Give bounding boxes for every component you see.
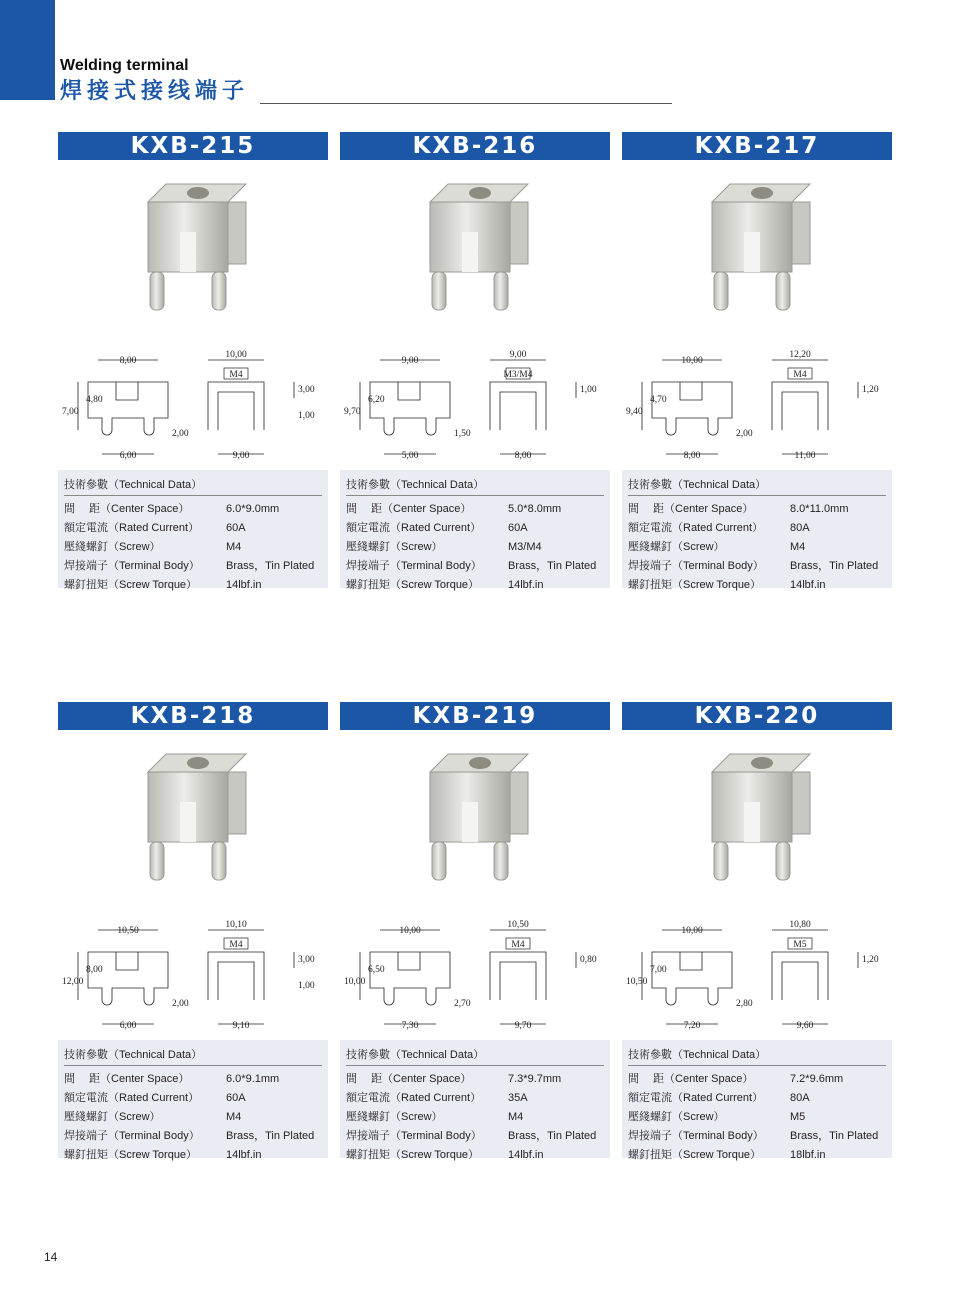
- dim-width: 10,00: [681, 926, 703, 936]
- spec-value: Brass，Tin Plated: [790, 560, 879, 572]
- dim-pin-space: 9,10: [232, 1021, 250, 1031]
- spec-row-screw: [346, 538, 604, 557]
- dim-inner-height: 4,70: [650, 395, 667, 405]
- spec-value: M4: [226, 1111, 242, 1123]
- dim-inner-height: 4,80: [86, 395, 103, 405]
- technical-drawing: [58, 900, 328, 1040]
- spec-value: 14lbf.in: [226, 1149, 262, 1161]
- spec-row-terminal-body: [628, 1127, 886, 1146]
- dim-height: 10,00: [344, 977, 366, 987]
- terminal-photo-illustration: [390, 172, 560, 322]
- product-photo: [622, 730, 892, 900]
- spec-label: 額定電流（Rated Current）: [628, 1092, 764, 1104]
- spec-label: 額定電流（Rated Current）: [64, 1092, 200, 1104]
- spec-row-terminal-body: [64, 1127, 322, 1146]
- product-card-kxb-215: [58, 132, 328, 591]
- dim-height: 9,40: [626, 407, 643, 417]
- spec-value: 35A: [508, 1092, 528, 1104]
- model-banner: KXB-216: [340, 132, 610, 160]
- spec-value: 14lbf.in: [508, 1149, 544, 1161]
- spec-label: 焊接端子（Terminal Body）: [628, 1130, 764, 1142]
- spec-row-terminal-body: [346, 557, 604, 576]
- product-photo: [58, 730, 328, 900]
- spec-row-rated-current: [64, 519, 322, 538]
- technical-data-title: 技術參數（Technical Data）: [628, 1044, 886, 1066]
- spec-row-center-space: [628, 500, 886, 519]
- spec-row-center-space: [64, 500, 322, 519]
- technical-data-table: [340, 470, 610, 591]
- spec-label: 間 距（Center Space）: [346, 503, 472, 515]
- spec-value: 18lbf.in: [790, 1149, 826, 1161]
- technical-data-table: [622, 470, 892, 591]
- header-rule: [260, 103, 672, 104]
- dim-thickness: 1,00: [298, 981, 315, 991]
- spec-label: 焊接端子（Terminal Body）: [64, 560, 200, 572]
- dim-center-space: 8,00: [683, 451, 701, 461]
- spec-row-screw-torque: [64, 1146, 322, 1165]
- spec-row-screw-torque: [628, 576, 886, 595]
- spec-value: 6.0*9.1mm: [226, 1073, 280, 1085]
- dim-pin-space: 9,00: [232, 451, 250, 461]
- header-title-en: Welding terminal: [60, 57, 189, 74]
- spec-label: 間 距（Center Space）: [346, 1073, 472, 1085]
- spec-label: 焊接端子（Terminal Body）: [346, 560, 482, 572]
- spec-value: Brass，Tin Plated: [226, 1130, 315, 1142]
- dimension-drawing: [340, 330, 610, 470]
- spec-label: 螺釘扭矩（Screw Torque）: [64, 1149, 198, 1161]
- dim-height: 10,50: [626, 977, 648, 987]
- dimension-drawing: [622, 330, 892, 470]
- spec-label: 螺釘扭矩（Screw Torque）: [628, 1149, 762, 1161]
- dim-pin-gap: 2,00: [172, 429, 189, 439]
- dim-pin-space: 9,70: [514, 1021, 532, 1031]
- dim-pin-gap: 2,80: [736, 999, 753, 1009]
- screw-size-label: M3/M4: [503, 370, 533, 380]
- spec-row-screw: [628, 1108, 886, 1127]
- spec-value: 14lbf.in: [508, 579, 544, 591]
- dimension-drawing: [622, 900, 892, 1040]
- dim-width: 10,50: [117, 926, 139, 936]
- product-card-kxb-220: [622, 702, 892, 1161]
- spec-value: 6.0*9.0mm: [226, 503, 280, 515]
- spec-label: 間 距（Center Space）: [64, 503, 190, 515]
- spec-value: M3/M4: [508, 541, 542, 553]
- dim-height: 9,70: [344, 407, 361, 417]
- dim-height: 7,00: [62, 407, 79, 417]
- spec-row-center-space: [346, 1070, 604, 1089]
- spec-value: M4: [226, 541, 242, 553]
- dimension-drawing: [58, 900, 328, 1040]
- spec-row-center-space: [64, 1070, 322, 1089]
- product-photo: [340, 160, 610, 330]
- product-photo: [58, 160, 328, 330]
- technical-data-title: 技術參數（Technical Data）: [64, 474, 322, 496]
- technical-data-title: 技術參數（Technical Data）: [64, 1044, 322, 1066]
- spec-label: 間 距（Center Space）: [64, 1073, 190, 1085]
- model-banner: KXB-220: [622, 702, 892, 730]
- spec-row-rated-current: [628, 519, 886, 538]
- spec-value: Brass，Tin Plated: [508, 1130, 597, 1142]
- spec-value: 14lbf.in: [226, 579, 262, 591]
- terminal-photo-illustration: [390, 742, 560, 892]
- spec-value: 7.3*9.7mm: [508, 1073, 562, 1085]
- technical-drawing: [622, 330, 892, 470]
- spec-row-terminal-body: [628, 557, 886, 576]
- dim-side: 3,00: [298, 955, 315, 965]
- dim-depth: 9,00: [509, 350, 527, 360]
- spec-label: 焊接端子（Terminal Body）: [64, 1130, 200, 1142]
- spec-row-center-space: [346, 500, 604, 519]
- spec-value: 5.0*8.0mm: [508, 503, 562, 515]
- spec-label: 間 距（Center Space）: [628, 1073, 754, 1085]
- dim-width: 9,00: [401, 356, 419, 366]
- model-banner: KXB-219: [340, 702, 610, 730]
- spec-label: 焊接端子（Terminal Body）: [628, 560, 764, 572]
- dim-pin-gap: 2,00: [172, 999, 189, 1009]
- dim-width: 10,00: [681, 356, 703, 366]
- spec-value: 60A: [508, 522, 528, 534]
- spec-row-rated-current: [346, 519, 604, 538]
- spec-label: 螺釘扭矩（Screw Torque）: [628, 579, 762, 591]
- spec-row-rated-current: [346, 1089, 604, 1108]
- dim-side: 3,00: [298, 385, 315, 395]
- screw-size-label: M4: [229, 940, 243, 950]
- technical-drawing: [622, 900, 892, 1040]
- dim-inner-height: 6,20: [368, 395, 385, 405]
- spec-label: 壓綫螺釘（Screw）: [346, 1111, 443, 1123]
- page-number: 14: [44, 1250, 58, 1264]
- dim-depth: 10,50: [507, 920, 529, 930]
- dim-center-space: 5,00: [401, 451, 419, 461]
- dim-side: 1,20: [862, 955, 879, 965]
- spec-value: 7.2*9.6mm: [790, 1073, 844, 1085]
- dim-pin-space: 8,00: [514, 451, 532, 461]
- spec-row-screw-torque: [628, 1146, 886, 1165]
- spec-row-rated-current: [628, 1089, 886, 1108]
- technical-data-table: [622, 1040, 892, 1161]
- spec-row-screw-torque: [346, 576, 604, 595]
- dim-depth: 12,20: [789, 350, 811, 360]
- spec-value: 80A: [790, 1092, 810, 1104]
- spec-label: 焊接端子（Terminal Body）: [346, 1130, 482, 1142]
- technical-data-table: [340, 1040, 610, 1161]
- dim-pin-gap: 2,00: [736, 429, 753, 439]
- product-photo: [622, 160, 892, 330]
- dim-thickness: 1,00: [298, 411, 315, 421]
- model-banner: KXB-215: [58, 132, 328, 160]
- spec-row-terminal-body: [346, 1127, 604, 1146]
- technical-drawing: [340, 330, 610, 470]
- spec-row-screw-torque: [64, 576, 322, 595]
- spec-value: Brass，Tin Plated: [508, 560, 597, 572]
- spec-row-screw-torque: [346, 1146, 604, 1165]
- spec-row-screw: [346, 1108, 604, 1127]
- dim-depth: 10,00: [225, 350, 247, 360]
- spec-row-rated-current: [64, 1089, 322, 1108]
- terminal-photo-illustration: [672, 172, 842, 322]
- spec-value: M4: [508, 1111, 524, 1123]
- product-card-kxb-218: [58, 702, 328, 1161]
- spec-value: Brass，Tin Plated: [790, 1130, 879, 1142]
- dim-pin-gap: 2,70: [454, 999, 471, 1009]
- spec-row-screw: [628, 538, 886, 557]
- dim-depth: 10,10: [225, 920, 247, 930]
- model-banner: KXB-218: [58, 702, 328, 730]
- spec-label: 額定電流（Rated Current）: [346, 522, 482, 534]
- terminal-photo-illustration: [672, 742, 842, 892]
- spec-value: M5: [790, 1111, 806, 1123]
- spec-label: 壓綫螺釘（Screw）: [628, 541, 725, 553]
- screw-size-label: M4: [793, 370, 807, 380]
- spec-row-screw: [64, 1108, 322, 1127]
- terminal-photo-illustration: [108, 172, 278, 322]
- dimension-drawing: [340, 900, 610, 1040]
- dim-height: 12,00: [62, 977, 84, 987]
- spec-value: M4: [790, 541, 806, 553]
- spec-value: 8.0*11.0mm: [790, 503, 849, 515]
- spec-row-center-space: [628, 1070, 886, 1089]
- technical-drawing: [58, 330, 328, 470]
- spec-value: 80A: [790, 522, 810, 534]
- technical-data-title: 技術參數（Technical Data）: [346, 1044, 604, 1066]
- dim-center-space: 6,00: [119, 1021, 137, 1031]
- corner-accent-block: [0, 0, 55, 100]
- spec-label: 壓綫螺釘（Screw）: [64, 1111, 161, 1123]
- dim-inner-height: 8,00: [86, 965, 103, 975]
- spec-row-terminal-body: [64, 557, 322, 576]
- spec-label: 額定電流（Rated Current）: [346, 1092, 482, 1104]
- terminal-photo-illustration: [108, 742, 278, 892]
- dim-depth: 10,80: [789, 920, 811, 930]
- product-photo: [340, 730, 610, 900]
- dim-pin-gap: 1,50: [454, 429, 471, 439]
- spec-label: 壓綫螺釘（Screw）: [346, 541, 443, 553]
- technical-data-title: 技術參數（Technical Data）: [628, 474, 886, 496]
- technical-data-table: [58, 1040, 328, 1161]
- product-card-kxb-217: [622, 132, 892, 591]
- spec-label: 螺釘扭矩（Screw Torque）: [346, 1149, 480, 1161]
- dim-center-space: 7,30: [401, 1021, 419, 1031]
- dim-pin-space: 11,00: [794, 451, 816, 461]
- dim-inner-height: 7,00: [650, 965, 667, 975]
- spec-label: 壓綫螺釘（Screw）: [628, 1111, 725, 1123]
- dim-inner-height: 6,50: [368, 965, 385, 975]
- dimension-drawing: [58, 330, 328, 470]
- spec-label: 螺釘扭矩（Screw Torque）: [64, 579, 198, 591]
- screw-size-label: M4: [229, 370, 243, 380]
- spec-value: 14lbf.in: [790, 579, 826, 591]
- screw-size-label: M5: [793, 940, 807, 950]
- product-card-kxb-219: [340, 702, 610, 1161]
- spec-value: 60A: [226, 522, 246, 534]
- dim-center-space: 7,20: [683, 1021, 701, 1031]
- technical-drawing: [340, 900, 610, 1040]
- spec-label: 壓綫螺釘（Screw）: [64, 541, 161, 553]
- technical-data-title: 技術參數（Technical Data）: [346, 474, 604, 496]
- spec-row-screw: [64, 538, 322, 557]
- model-banner: KXB-217: [622, 132, 892, 160]
- dim-side: 1,20: [862, 385, 879, 395]
- spec-label: 間 距（Center Space）: [628, 503, 754, 515]
- dim-pin-space: 9,60: [796, 1021, 814, 1031]
- spec-label: 螺釘扭矩（Screw Torque）: [346, 579, 480, 591]
- product-card-kxb-216: [340, 132, 610, 591]
- dim-center-space: 6,00: [119, 451, 137, 461]
- dim-side: 0,80: [580, 955, 597, 965]
- technical-data-table: [58, 470, 328, 591]
- screw-size-label: M4: [511, 940, 525, 950]
- dim-width: 8,00: [119, 356, 137, 366]
- spec-value: 60A: [226, 1092, 246, 1104]
- dim-width: 10,00: [399, 926, 421, 936]
- spec-label: 額定電流（Rated Current）: [628, 522, 764, 534]
- dim-side: 1,00: [580, 385, 597, 395]
- spec-label: 額定電流（Rated Current）: [64, 522, 200, 534]
- spec-value: Brass，Tin Plated: [226, 560, 315, 572]
- header-title-cn: 焊接式接线端子: [60, 78, 250, 103]
